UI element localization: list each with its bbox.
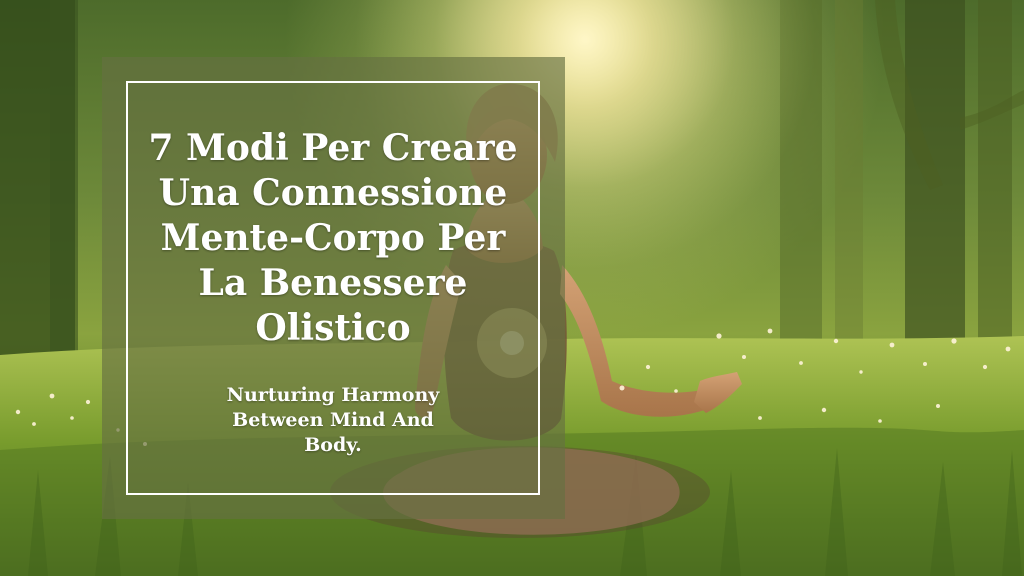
page-title: 7 Modi Per Creare Una Connessione Mente-Corpo Per La Benessere Olistico: [148, 127, 518, 349]
subtitle: Nurturing Harmony Between Mind And Body.: [226, 384, 440, 456]
